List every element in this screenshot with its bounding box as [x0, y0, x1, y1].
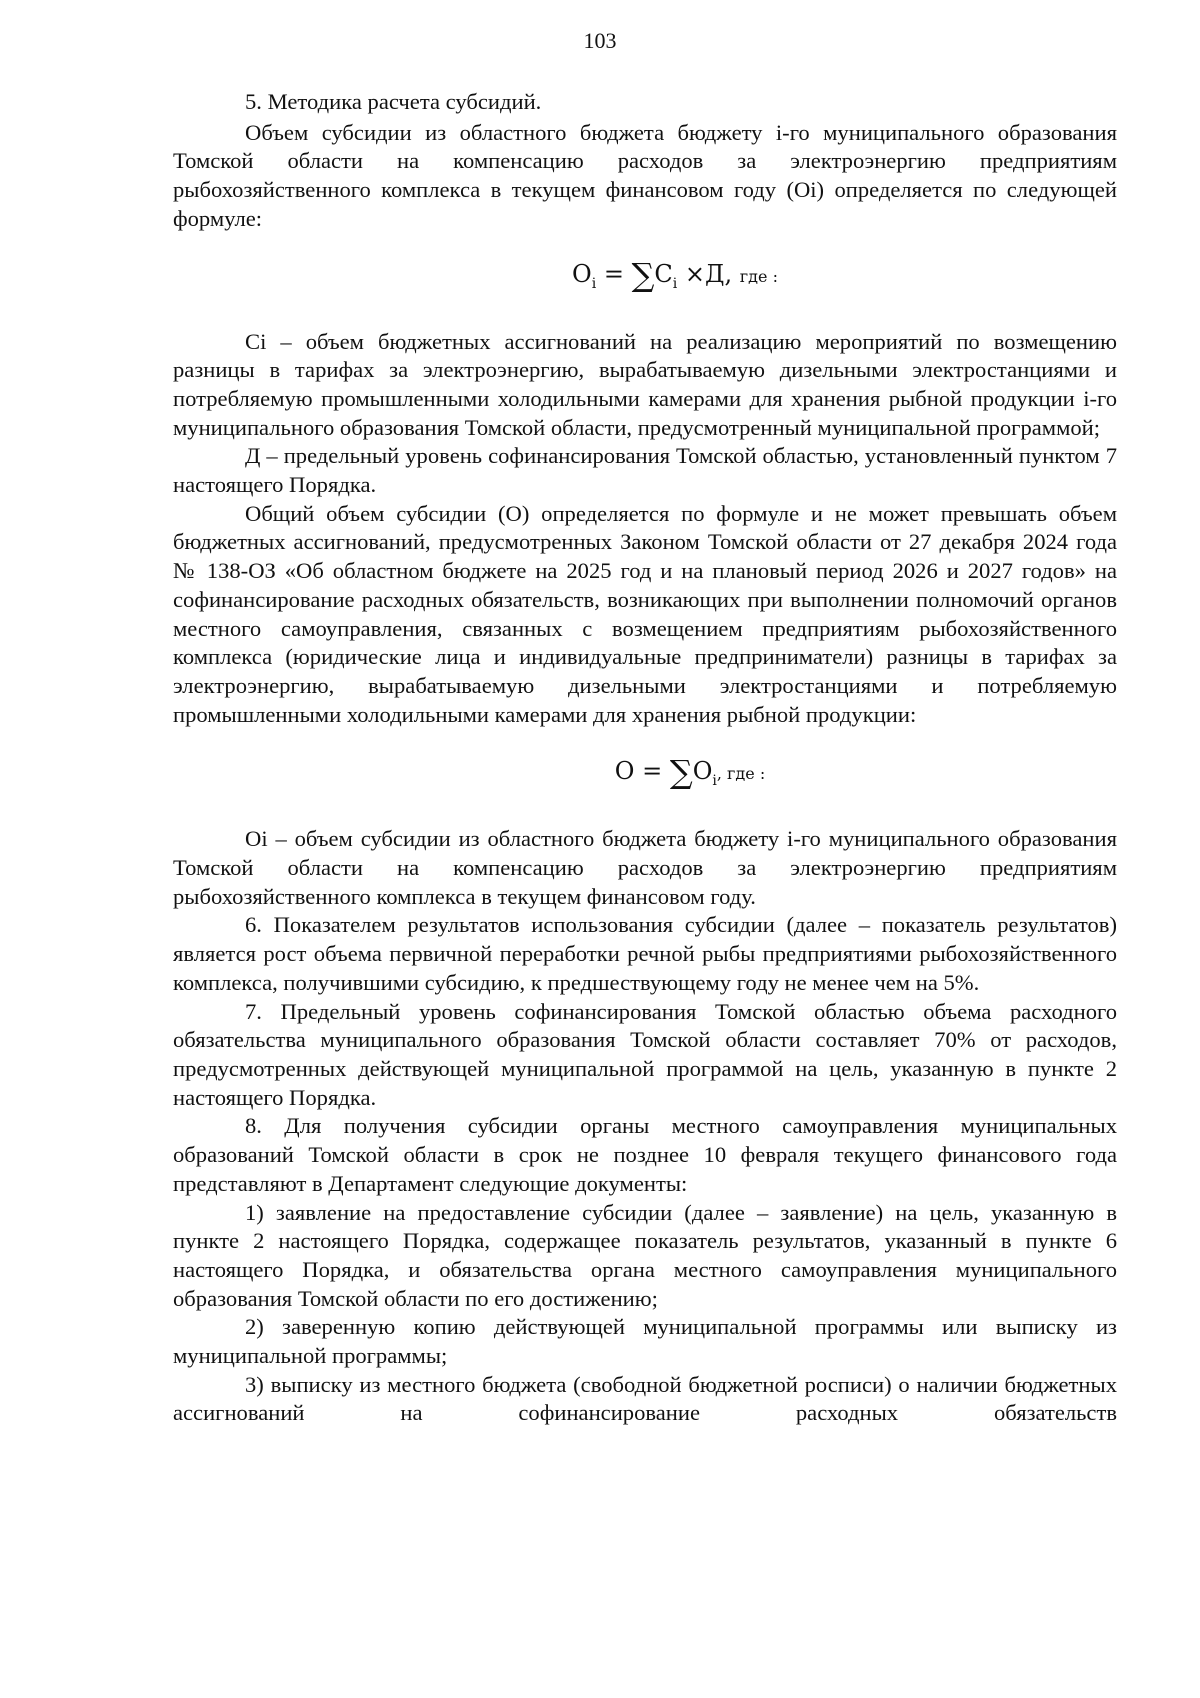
document-body [173, 88, 1117, 1428]
formula-c-sub: i [672, 275, 678, 292]
sigma-symbol: ∑ [669, 753, 693, 792]
paragraph-item-7: 7. Предельный уровень софинансирования Томской областью объема расходного обязательства муниципального образования Томской области составляет 70% от расходов, предусмотренных действующей муниципальной программой на цель, указанную в пункте 2 настоящего Порядка. [173, 998, 1117, 1110]
formula2-o-sub: i [712, 773, 717, 790]
page-number: 103 [583, 28, 617, 53]
paragraph-oi-definition: Oi – объем субсидии из областного бюджета бюджету i-го муниципального образования Томской области на компенсацию расходов за электроэнергию предприятиям рыбохозяйственного комплекса в текущем финансовом году. [173, 826, 1117, 909]
formula2-eq: = [642, 757, 663, 786]
paragraph-total-subsidy: Общий объем субсидии (О) определяется по формуле и не может превышать объем бюджетных ассигнований, предусмотренных Законом Томской области от 27 декабря 2024 года № 138-ОЗ «Об областном бюджете на 2025 год и на плановый период 2026 и 2027 годов» на софинансирование расходных обязательств, возникающих при выполнении полномочий органов местного самоуправления, связанных с возмещением предприятиям рыбохозяйственного комплекса (юридические лица и индивидуальные предприниматели) разницы в тарифах за электроэнергию, вырабатываемую дизельными электростанциями и потребляемую промышленными холодильными камерами для хранения рыбной продукции: [173, 500, 1117, 727]
formula-o [263, 751, 1117, 801]
formula-c: C [654, 259, 673, 288]
formula-lhs-sub: i [591, 275, 597, 292]
formula-times-d: ×Д, [684, 259, 733, 288]
formula2-where: , где : [716, 764, 766, 784]
list-item-2: 2) заверенную копию действующей муниципальной программы или выписку из муниципальной программы; [173, 1314, 1117, 1369]
list-item-3: 3) выписку из местного бюджета (свободной бюджетной росписи) о наличии бюджетных ассигнований на софинансирование расходных обязательств [173, 1371, 1117, 1426]
formula2-lhs: O [614, 757, 635, 786]
formula-eq: = [603, 259, 624, 288]
paragraph-subsidy-volume: Объем субсидии из областного бюджета бюджету i-го муниципального образования Томской области на компенсацию расходов за электроэнергию предприятиям рыбохозяйственного комплекса в текущем финансовом году (Oi) определяется по следующей формуле: [173, 119, 1117, 231]
paragraph-item-8: 8. Для получения субсидии органы местного самоуправления муниципальных образований Томской области в срок не позднее 10 февраля текущего финансового года представляют в Департамент следующие документы: [173, 1113, 1117, 1196]
formula2-o: O [692, 757, 713, 786]
list-item-1: 1) заявление на предоставление субсидии (далее – заявление) на цель, указанную в пункте 2 настоящего Порядка, содержащее показатель результатов, указанный в пункте 6 настоящего Порядка, и обязательства органа местного самоуправления муниципального образования Томской области по его достижению; [173, 1199, 1117, 1311]
sigma-symbol: ∑ [631, 255, 655, 294]
paragraph-d-definition: Д – предельный уровень софинансирования Томской областью, установленный пунктом 7 настоящего Порядка. [173, 443, 1117, 498]
paragraph-ci-definition: Ci – объем бюджетных ассигнований на реализацию мероприятий по возмещению разницы в тарифах за электроэнергию, вырабатываемую дизельными электростанциями и потребляемую промышленными холодильными камерами для хранения рыбной продукции i-го муниципального образования Томской области, предусмотренный муниципальной программой; [173, 328, 1117, 440]
formula-lhs: O [572, 259, 592, 288]
paragraph-item-6: 6. Показателем результатов использования субсидии (далее – показатель результатов) является рост объема первичной переработки речной рыбы предприятиями рыбохозяйственного комплекса, получившими субсидию, к предшествующему году не менее чем на 5%. [173, 912, 1117, 995]
formula-oi [233, 254, 1117, 304]
formula-where: где : [739, 266, 778, 286]
section-title: 5. Методика расчета субсидий. [245, 89, 542, 114]
